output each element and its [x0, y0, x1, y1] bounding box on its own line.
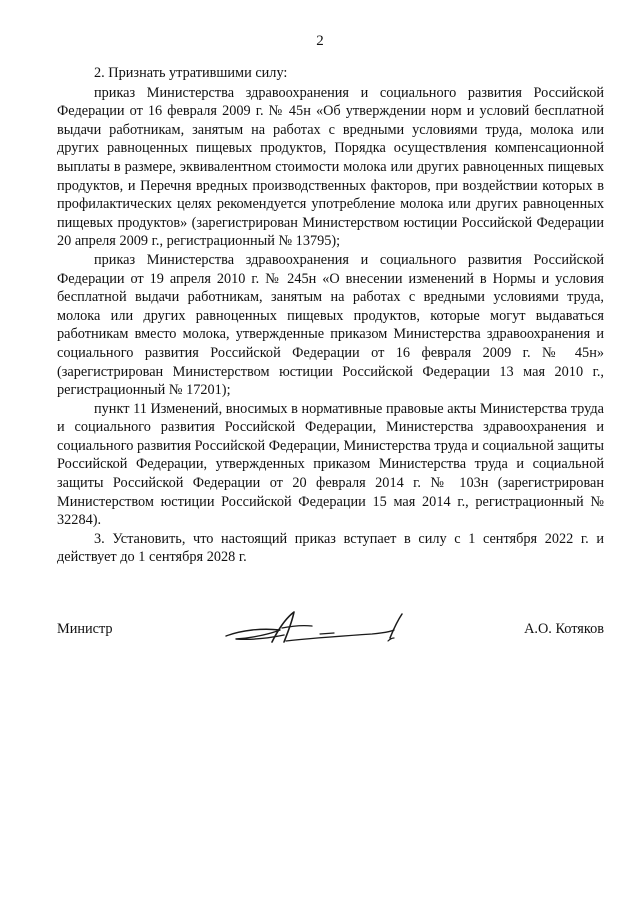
document-body — [57, 64, 604, 567]
paragraph-clause-11: пункт 11 Изменений, вносимых в нормативные правовые акты Министерства труда и социального развития Российской Федерации, Министерства здравоохранения и социального развития Российской Федерации, Министерства труда и социальной защиты Российской Федерации, утвержденных приказом Министерства труда и социальной защиты Российской Федерации от 20 февраля 2014 г. № 103н (зарегистрирован Министерством юстиции Российской Федерации 15 мая 2014 г., регистрационный № 32284). — [57, 400, 604, 529]
paragraph-order-45n: приказ Министерства здравоохранения и социального развития Российской Федерации от 16 февраля 2009 г. № 45н «Об утверждении норм и условий бесплатной выдачи работникам, занятым на работах с вредными условиями труда, молока или других равноценных пищевых продуктов, Порядка осуществления компенсационной выплаты в размере, эквивалентном стоимости молока или других равноценных пищевых продуктов, и Перечня вредных производственных факторов, при воздействии которых в профилактических целях рекомендуется употребление молока или других равноценных пищевых продуктов» (зарегистрирован Министерством юстиции Российской Федерации 20 апреля 2009 г., регистрационный № 13795); — [57, 84, 604, 250]
handwritten-signature-icon — [222, 608, 412, 648]
signatory-title: Министр — [57, 621, 113, 637]
item-3-paragraph: 3. Установить, что настоящий приказ вступает в силу с 1 сентября 2022 г. и действует до 1 сентября 2028 г. — [57, 530, 604, 566]
signatory-name: А.О. Котяков — [524, 621, 604, 637]
page-number: 2 — [316, 33, 324, 49]
paragraph-order-245n: приказ Министерства здравоохранения и социального развития Российской Федерации от 19 апреля 2010 г. № 245н «О внесении изменений в Нормы и условия бесплатной выдачи работникам, занятым на работах с вредными условиями труда, молока или других равноценных пищевых продуктов, которые могут выдаваться работникам вместо молока, утвержденные приказом Министерства здравоохранения и социального развития Российской Федерации от 16 февраля 2009 г. № 45н» (зарегистрирован Министерством юстиции Российской Федерации 13 мая 2010 г., регистрационный № 17201); — [57, 251, 604, 399]
signature-block — [57, 620, 604, 650]
item-2-heading: 2. Признать утратившими силу: — [94, 65, 288, 81]
